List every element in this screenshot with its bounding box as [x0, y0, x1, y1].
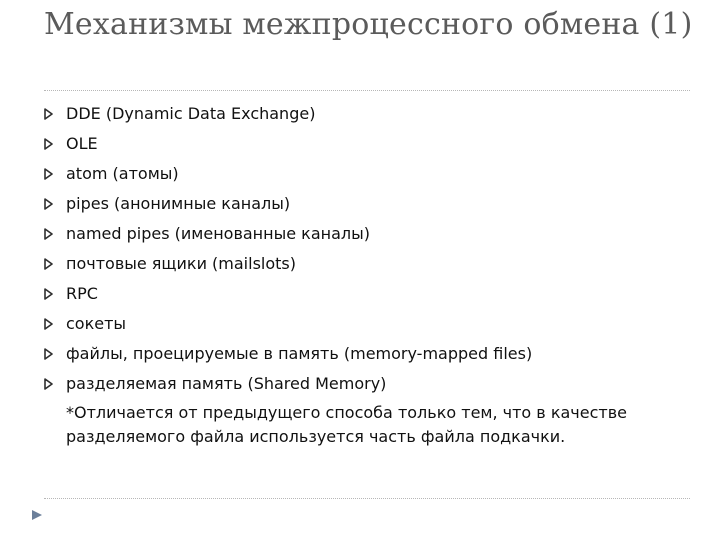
- list-item: [44, 219, 684, 249]
- list-item-text: atom (атомы): [66, 164, 179, 183]
- triangle-right-icon: [44, 318, 66, 330]
- triangle-right-icon: [44, 138, 66, 150]
- triangle-right-icon: [44, 288, 66, 300]
- triangle-right-icon: [44, 258, 66, 270]
- list-item-text: OLE: [66, 134, 98, 153]
- list-item: [44, 99, 684, 129]
- title-divider: [44, 90, 690, 91]
- list-item: [44, 249, 684, 279]
- footnote-text: *Отличается от предыдущего способа только тем, что в качестве разделяемого файла используется часть файла подкачки.: [66, 403, 627, 446]
- list-item-text: RPC: [66, 284, 98, 303]
- list-item-text: DDE (Dynamic Data Exchange): [66, 104, 316, 123]
- slide-navigation-arrow-icon[interactable]: [31, 509, 43, 521]
- triangle-right-icon: [44, 228, 66, 240]
- triangle-right-icon: [44, 168, 66, 180]
- triangle-right-icon: [44, 348, 66, 360]
- list-item-text: pipes (анонимные каналы): [66, 194, 291, 213]
- list-item: [44, 309, 684, 339]
- triangle-right-icon: [44, 198, 66, 210]
- list-item: [44, 189, 684, 219]
- list-item-text: named pipes (именованные каналы): [66, 224, 370, 243]
- triangle-right-icon: [44, 378, 66, 390]
- list-item-text: файлы, проецируемые в память (memory-mapped files): [66, 344, 533, 363]
- list-item: [44, 159, 684, 189]
- list-item: [44, 279, 684, 309]
- slide-title: Механизмы межпроцессного обмена (1): [44, 7, 693, 42]
- triangle-right-icon: [44, 108, 66, 120]
- list-item: [44, 129, 684, 159]
- bottom-divider: [44, 498, 690, 499]
- list-item-text: почтовые ящики (mailslots): [66, 254, 296, 273]
- bullet-list: [44, 99, 684, 399]
- list-item: [44, 339, 684, 369]
- list-item-text: разделяемая память (Shared Memory): [66, 374, 387, 393]
- list-item: [44, 369, 684, 399]
- list-item-text: сокеты: [66, 314, 127, 333]
